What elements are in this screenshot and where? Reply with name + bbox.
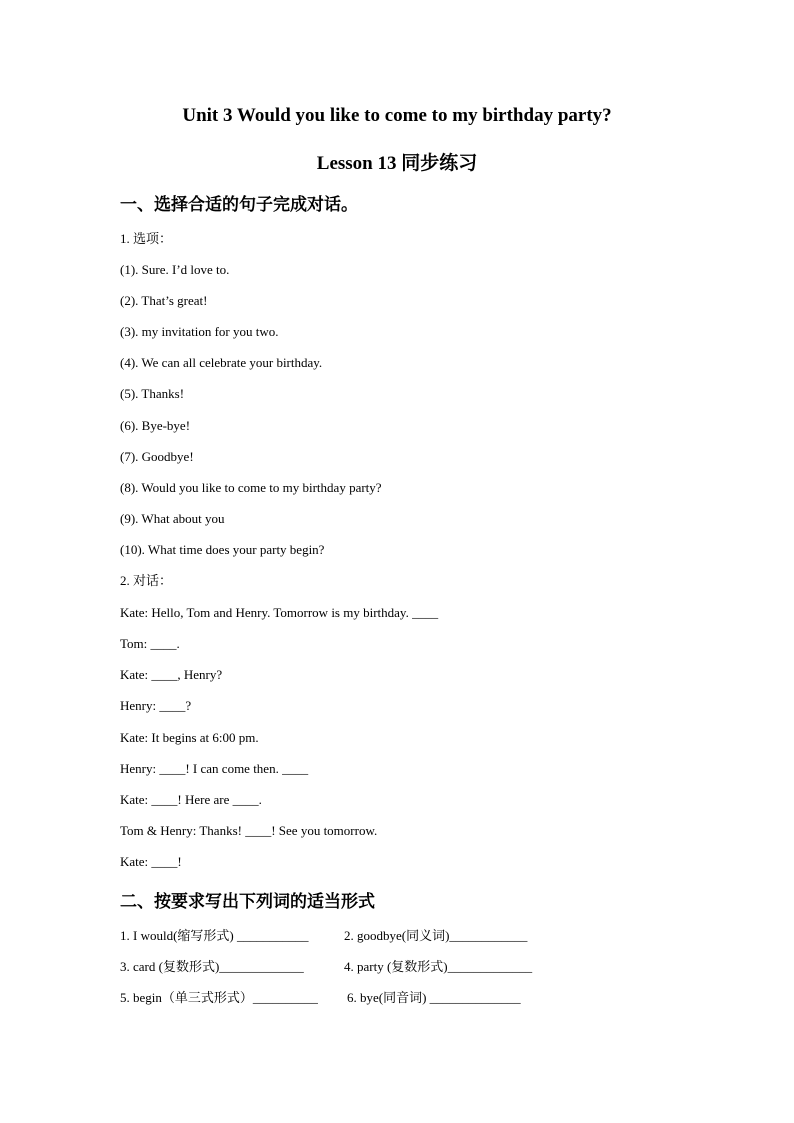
option-item: (7). Goodbye! <box>120 449 194 464</box>
dialog-line: Henry: ____! I can come then. ____ <box>120 761 309 776</box>
dialog-line: Kate: ____! <box>120 854 182 869</box>
dialog-line: Kate: ____! Here are ____. <box>120 792 262 807</box>
word-form-item: 1. I would(缩写形式) ___________ <box>120 928 309 943</box>
word-form-item: 6. bye(同音词) ______________ <box>347 990 521 1005</box>
option-item: (5). Thanks! <box>120 386 185 401</box>
section-1-heading: 一、选择合适的句子完成对话。 <box>120 195 358 215</box>
option-item: (4). We can all celebrate your birthday. <box>120 355 323 370</box>
word-form-item: 2. goodbye(同义词)____________ <box>344 928 528 943</box>
word-form-item: 4. party (复数形式)_____________ <box>344 959 533 974</box>
dialog-line: Henry: ____? <box>120 698 192 713</box>
option-item: (8). Would you like to come to my birthday party? <box>120 480 382 495</box>
dialog-line: Tom: ____. <box>120 636 180 651</box>
option-item: (10). What time does your party begin? <box>120 542 325 557</box>
dialog-line: Kate: It begins at 6:00 pm. <box>120 730 259 745</box>
section-2-heading: 二、按要求写出下列词的适当形式 <box>120 892 375 912</box>
dialog-line: Tom & Henry: Thanks! ____! See you tomorrow. <box>120 823 378 838</box>
options-heading: 1. 选项： <box>120 231 173 246</box>
option-item: (9). What about you <box>120 511 225 526</box>
dialog-line: Kate: Hello, Tom and Henry. Tomorrow is my birthday. ____ <box>120 605 439 620</box>
word-form-item: 3. card (复数形式)_____________ <box>120 959 304 974</box>
option-item: (3). my invitation for you two. <box>120 324 279 339</box>
option-item: (1). Sure. I’d love to. <box>120 262 230 277</box>
dialog-heading: 2. 对话： <box>120 573 173 588</box>
option-item: (2). That’s great! <box>120 293 208 308</box>
word-form-item: 5. begin（单三式形式）__________ <box>120 990 318 1005</box>
document-subtitle: Lesson 13 同步练习 <box>316 153 478 174</box>
document-title: Unit 3 Would you like to come to my birthday party? <box>182 105 612 126</box>
dialog-line: Kate: ____, Henry? <box>120 667 223 682</box>
option-item: (6). Bye-bye! <box>120 418 191 433</box>
